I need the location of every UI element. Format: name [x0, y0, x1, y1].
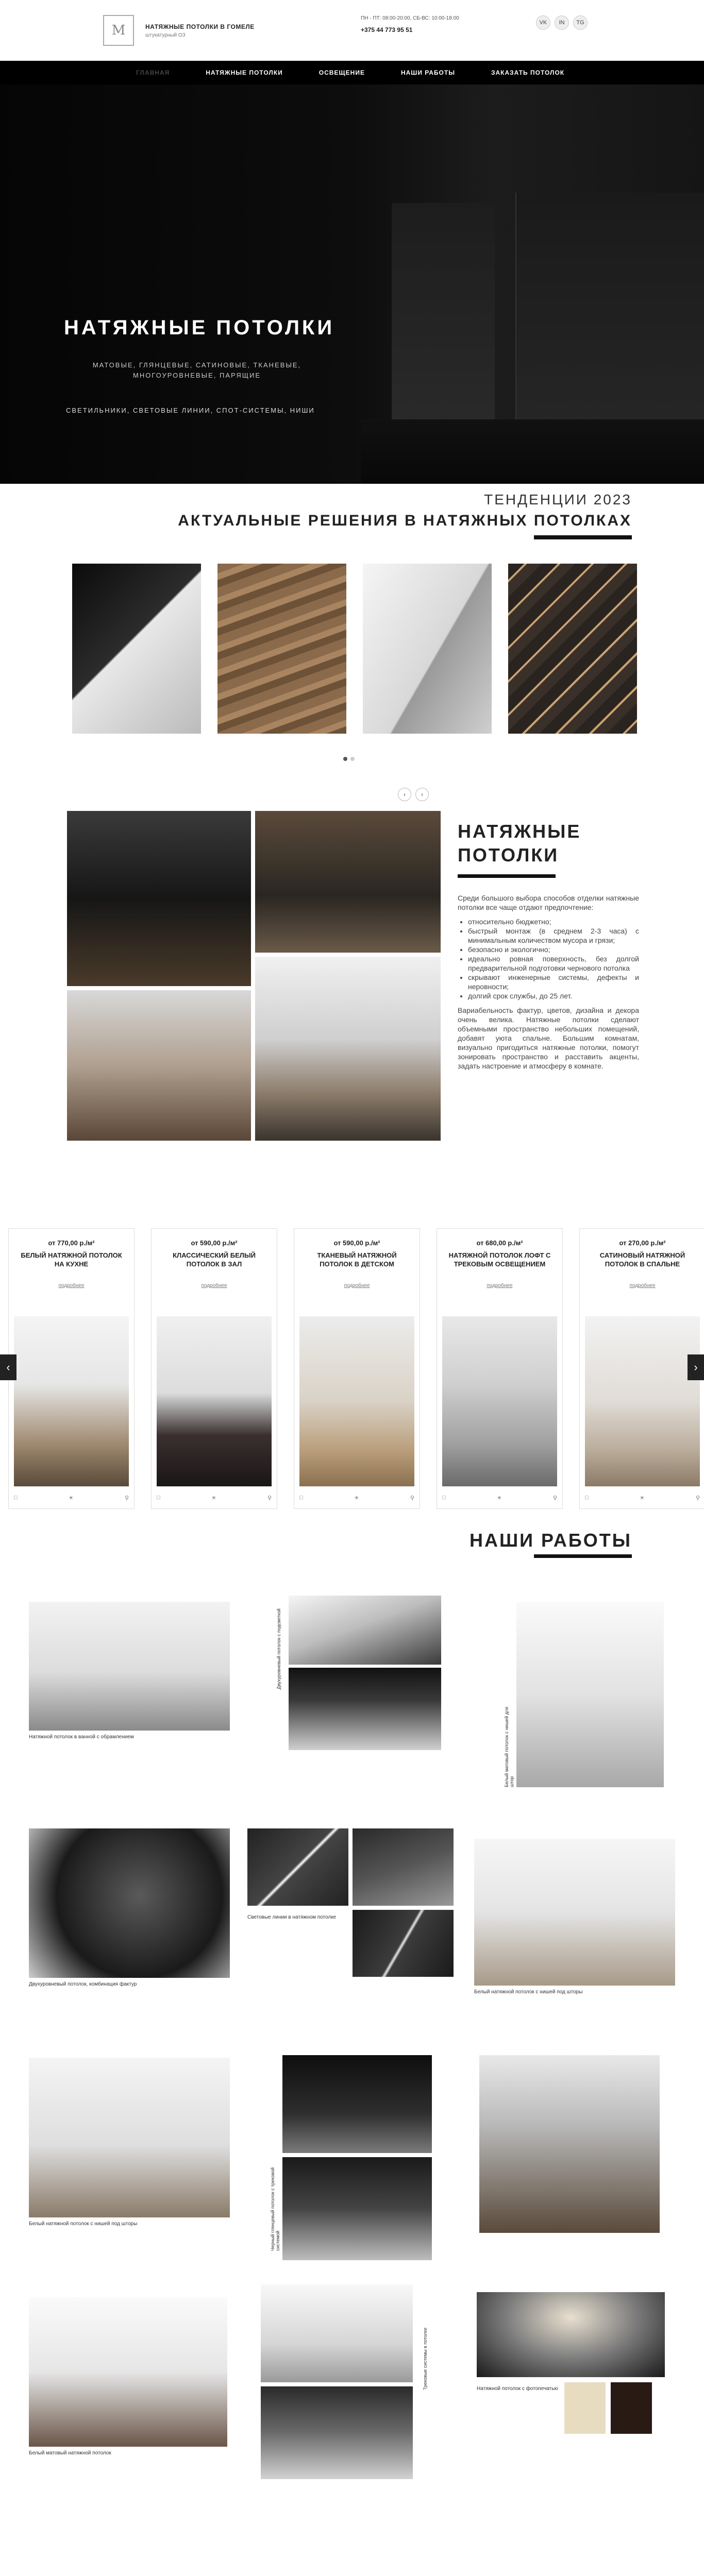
- location-icon: ⚲: [410, 1495, 414, 1501]
- ceiling-photo: [67, 990, 251, 1141]
- price-card[interactable]: [8, 1228, 135, 1509]
- list-item: • скрывают инженерные системы, дефекты и неровности;: [468, 973, 639, 991]
- works-title: НАШИ РАБОТЫ: [469, 1530, 632, 1551]
- price-card[interactable]: [579, 1228, 704, 1509]
- carousel-dot[interactable]: [343, 757, 347, 761]
- location-icon: ⚲: [267, 1495, 272, 1501]
- ceiling-photo: [255, 957, 441, 1141]
- light-icon: ☀: [496, 1495, 502, 1501]
- work-caption: Белый матовый потолок с нишей для штор: [504, 1706, 514, 1787]
- price-cards-section: [0, 1228, 704, 1530]
- divider: [534, 535, 632, 539]
- light-icon: ☀: [639, 1495, 645, 1501]
- light-icon: ☀: [211, 1495, 216, 1501]
- hero-section: [0, 84, 704, 484]
- work-caption: Двухуровневый потолок с подсветкой: [276, 1608, 281, 1689]
- price-value: от 590,00 р./м²: [191, 1239, 238, 1247]
- ceiling-photo: [67, 811, 251, 986]
- trends-section: [0, 484, 704, 783]
- price-more-link[interactable]: подробнее: [58, 1283, 85, 1289]
- trend-image[interactable]: [508, 564, 637, 734]
- work-photo: [282, 2157, 432, 2260]
- price-image: [14, 1316, 129, 1486]
- telegram-icon[interactable]: TG: [573, 15, 588, 30]
- work-caption: Натяжной потолок с фотопечатью: [477, 2386, 558, 2392]
- list-item: • быстрый монтаж (в среднем 2-3 часа) с минимальным количеством мусора и грязи;: [468, 926, 639, 945]
- brand-subtitle: штукатурный ОЗ: [145, 32, 186, 38]
- ceiling-intro: Среди большого выбора способов отделки натяжные потолки все чаще отдают предпочтение:: [458, 894, 639, 911]
- work-caption: Натяжной потолок в ванной с обрамлением: [29, 1734, 134, 1740]
- price-name: БЕЛЫЙ НАТЯЖНОЙ ПОТОЛОК НА КУХНЕ: [21, 1251, 122, 1268]
- area-icon: □: [585, 1495, 589, 1501]
- work-photo-row: [247, 1828, 454, 1906]
- hero-background-image: [392, 203, 495, 430]
- location-icon: ⚲: [695, 1495, 700, 1501]
- carousel-dot[interactable]: [350, 757, 355, 761]
- brand-title: НАТЯЖНЫЕ ПОТОЛКИ В ГОМЕЛЕ: [145, 23, 255, 30]
- ceiling-description: [458, 893, 639, 1071]
- work-item[interactable]: [29, 1602, 230, 1740]
- work-item[interactable]: [289, 1596, 441, 1750]
- work-photo: [611, 2382, 652, 2434]
- ceiling-photo-grid: [67, 811, 441, 1141]
- work-photo: [477, 2292, 665, 2377]
- hero-background-image: [361, 419, 704, 484]
- work-caption: Световые линии в натяжном потолке: [247, 1914, 337, 1920]
- gallery-arrows: [398, 788, 429, 801]
- price-card[interactable]: [151, 1228, 277, 1509]
- work-item[interactable]: [479, 2055, 660, 2233]
- work-photo: [261, 2284, 413, 2382]
- work-item[interactable]: [29, 2058, 230, 2227]
- work-photo: [29, 2297, 227, 2447]
- price-name: КЛАССИЧЕСКИЙ БЕЛЫЙ ПОТОЛОК В ЗАЛ: [173, 1251, 256, 1268]
- work-item[interactable]: [29, 1828, 230, 1988]
- price-specs: [299, 1495, 414, 1501]
- work-caption: Белый натяжной потолок с нишей под шторы: [29, 2221, 138, 2227]
- trends-gallery: [72, 564, 637, 734]
- hero-features: СВЕТИЛЬНИКИ, СВЕТОВЫЕ ЛИНИИ, СПОТ-СИСТЕМЫ, НИШИ: [66, 406, 315, 414]
- work-item[interactable]: [477, 2292, 665, 2434]
- work-photo: [516, 1602, 664, 1787]
- work-item[interactable]: [261, 2284, 413, 2479]
- price-image: [585, 1316, 700, 1486]
- work-photo: [247, 1828, 348, 1906]
- list-item: • идеально ровная поверхность, без долгой предварительной подготовки чернового потолка: [468, 954, 639, 973]
- price-name: НАТЯЖНОЙ ПОТОЛОК ЛОФТ С ТРЕКОВЫМ ОСВЕЩЕНИЕМ: [448, 1251, 551, 1268]
- chevron-left-icon[interactable]: ‹: [0, 1354, 16, 1380]
- work-item[interactable]: [247, 1828, 454, 1977]
- hero-background-image: [515, 193, 704, 430]
- price-name: ТКАНЕВЫЙ НАТЯЖНОЙ ПОТОЛОК В ДЕТСКОМ: [317, 1251, 397, 1268]
- contacts: [361, 15, 459, 33]
- ceiling-photo: [255, 811, 441, 953]
- price-value: от 590,00 р./м²: [333, 1239, 380, 1247]
- work-caption: Черный глянцевый потолок с трековой системой: [270, 2167, 280, 2251]
- work-photo: [479, 2055, 660, 2233]
- list-item: • долгий срок службы, до 25 лет.: [468, 991, 639, 1001]
- trend-image[interactable]: [363, 564, 492, 734]
- hero-subtitle: МАТОВЫЕ, ГЛЯНЦЕВЫЕ, САТИНОВЫЕ, ТКАНЕВЫЕ, МНОГОУРОВНЕВЫЕ, ПАРЯЩИЕ: [92, 361, 301, 379]
- price-more-link[interactable]: подробнее: [629, 1283, 656, 1289]
- brand-block: [145, 23, 255, 38]
- work-item[interactable]: [282, 2055, 432, 2260]
- nav-item-order[interactable]: ЗАКАЗАТЬ ПОТОЛОК: [491, 69, 565, 76]
- work-photo: [261, 2386, 413, 2479]
- work-item[interactable]: [474, 1839, 675, 1995]
- price-specs: [442, 1495, 557, 1501]
- price-name: САТИНОВЫЙ НАТЯЖНОЙ ПОТОЛОК В СПАЛЬНЕ: [599, 1251, 685, 1268]
- logo-text: M: [111, 23, 126, 38]
- main-nav: [0, 61, 704, 84]
- price-specs: [157, 1495, 272, 1501]
- divider: [458, 874, 556, 878]
- ceiling-title-line: ПОТОЛКИ: [458, 844, 559, 866]
- ceiling-title-line: НАТЯЖНЫЕ: [458, 821, 581, 842]
- work-photo: [29, 2058, 230, 2217]
- work-caption: Белый матовый натяжной потолок: [29, 2450, 111, 2456]
- area-icon: □: [299, 1495, 303, 1501]
- chevron-right-icon[interactable]: ›: [415, 788, 429, 801]
- ceiling-info-section: [0, 783, 704, 1228]
- nav-item-works[interactable]: НАШИ РАБОТЫ: [400, 69, 455, 76]
- price-value: от 680,00 р./м²: [476, 1239, 523, 1247]
- area-icon: □: [442, 1495, 446, 1501]
- area-icon: □: [14, 1495, 18, 1501]
- vk-icon[interactable]: VK: [536, 15, 550, 30]
- price-card[interactable]: [437, 1228, 563, 1509]
- work-photo-row: [477, 2382, 665, 2434]
- price-value: от 270,00 р./м²: [619, 1239, 666, 1247]
- area-icon: □: [157, 1495, 160, 1501]
- chevron-left-icon[interactable]: ‹: [398, 788, 411, 801]
- trend-image[interactable]: [217, 564, 346, 734]
- work-caption: Двухуровневый потолок, комбинация фактур: [29, 1981, 137, 1987]
- work-photo: [353, 1910, 454, 1977]
- price-card[interactable]: [294, 1228, 420, 1509]
- work-item[interactable]: [29, 2297, 227, 2456]
- work-photo: [29, 1828, 230, 1978]
- header-phone-link[interactable]: +375 44 773 95 51: [361, 26, 413, 33]
- work-caption: Трековые системы в потолке: [423, 2327, 428, 2390]
- ceiling-outro: Вариабельность фактур, цветов, дизайна и декора очень велика. Натяжные потолки сделают объемными пространство небольших помещений, добавят уюта спальне. Большим комнатам, визуально пригодиться натяжные потолки, помогут зонировать пространство и расставить акценты, задать настроение и атмосферу в комнате.: [458, 1006, 639, 1070]
- trends-year: ТЕНДЕНЦИИ 2023: [484, 492, 632, 507]
- price-specs: [14, 1495, 129, 1501]
- work-photo: [29, 1602, 230, 1731]
- price-more-link[interactable]: подробнее: [344, 1283, 370, 1289]
- work-caption: Белый натяжной потолок с нишей под шторы: [474, 1989, 583, 1995]
- trend-image[interactable]: [72, 564, 201, 734]
- location-icon: ⚲: [552, 1495, 557, 1501]
- price-more-link[interactable]: подробнее: [487, 1283, 513, 1289]
- work-photo: [564, 2382, 606, 2434]
- nav-item-ceilings[interactable]: НАТЯЖНЫЕ ПОТОЛКИ: [206, 69, 283, 76]
- trends-title: АКТУАЛЬНЫЕ РЕШЕНИЯ В НАТЯЖНЫХ ПОТОЛКАХ: [178, 512, 632, 529]
- work-photo: [289, 1596, 441, 1665]
- hero-title: НАТЯЖНЫЕ ПОТОЛКИ: [64, 316, 335, 339]
- list-item: • безопасно и экологично;: [468, 945, 639, 954]
- list-item: • относительно бюджетно;: [468, 917, 639, 926]
- instagram-icon[interactable]: IN: [555, 15, 569, 30]
- divider: [534, 1554, 632, 1558]
- logo[interactable]: [103, 15, 134, 46]
- ceiling-benefits-list: [468, 917, 639, 1001]
- header-socials: [536, 15, 588, 30]
- price-image: [299, 1316, 414, 1486]
- price-image: [442, 1316, 557, 1486]
- price-cards-row: [8, 1228, 704, 1509]
- work-item[interactable]: [516, 1602, 664, 1787]
- work-photo: [474, 1839, 675, 1986]
- carousel-dots: [343, 757, 355, 761]
- location-icon: ⚲: [124, 1495, 129, 1501]
- nav-item-home[interactable]: ГЛАВНАЯ: [136, 69, 170, 76]
- price-image: [157, 1316, 272, 1486]
- work-photo: [353, 1828, 454, 1906]
- work-photo: [282, 2055, 432, 2153]
- site-header: [0, 0, 704, 61]
- ceiling-title: [458, 820, 581, 867]
- light-icon: ☀: [354, 1495, 359, 1501]
- nav-item-lighting[interactable]: ОСВЕЩЕНИЕ: [319, 69, 365, 76]
- price-more-link[interactable]: подробнее: [201, 1283, 227, 1289]
- works-section: [0, 1530, 704, 2576]
- light-icon: ☀: [68, 1495, 74, 1501]
- work-photo: [289, 1668, 441, 1750]
- price-specs: [585, 1495, 700, 1501]
- chevron-right-icon[interactable]: ›: [688, 1354, 704, 1380]
- price-value: от 770,00 р./м²: [48, 1239, 95, 1247]
- working-hours: ПН - ПТ: 08:00-20:00, СБ-ВС: 10:00-18:00: [361, 15, 459, 21]
